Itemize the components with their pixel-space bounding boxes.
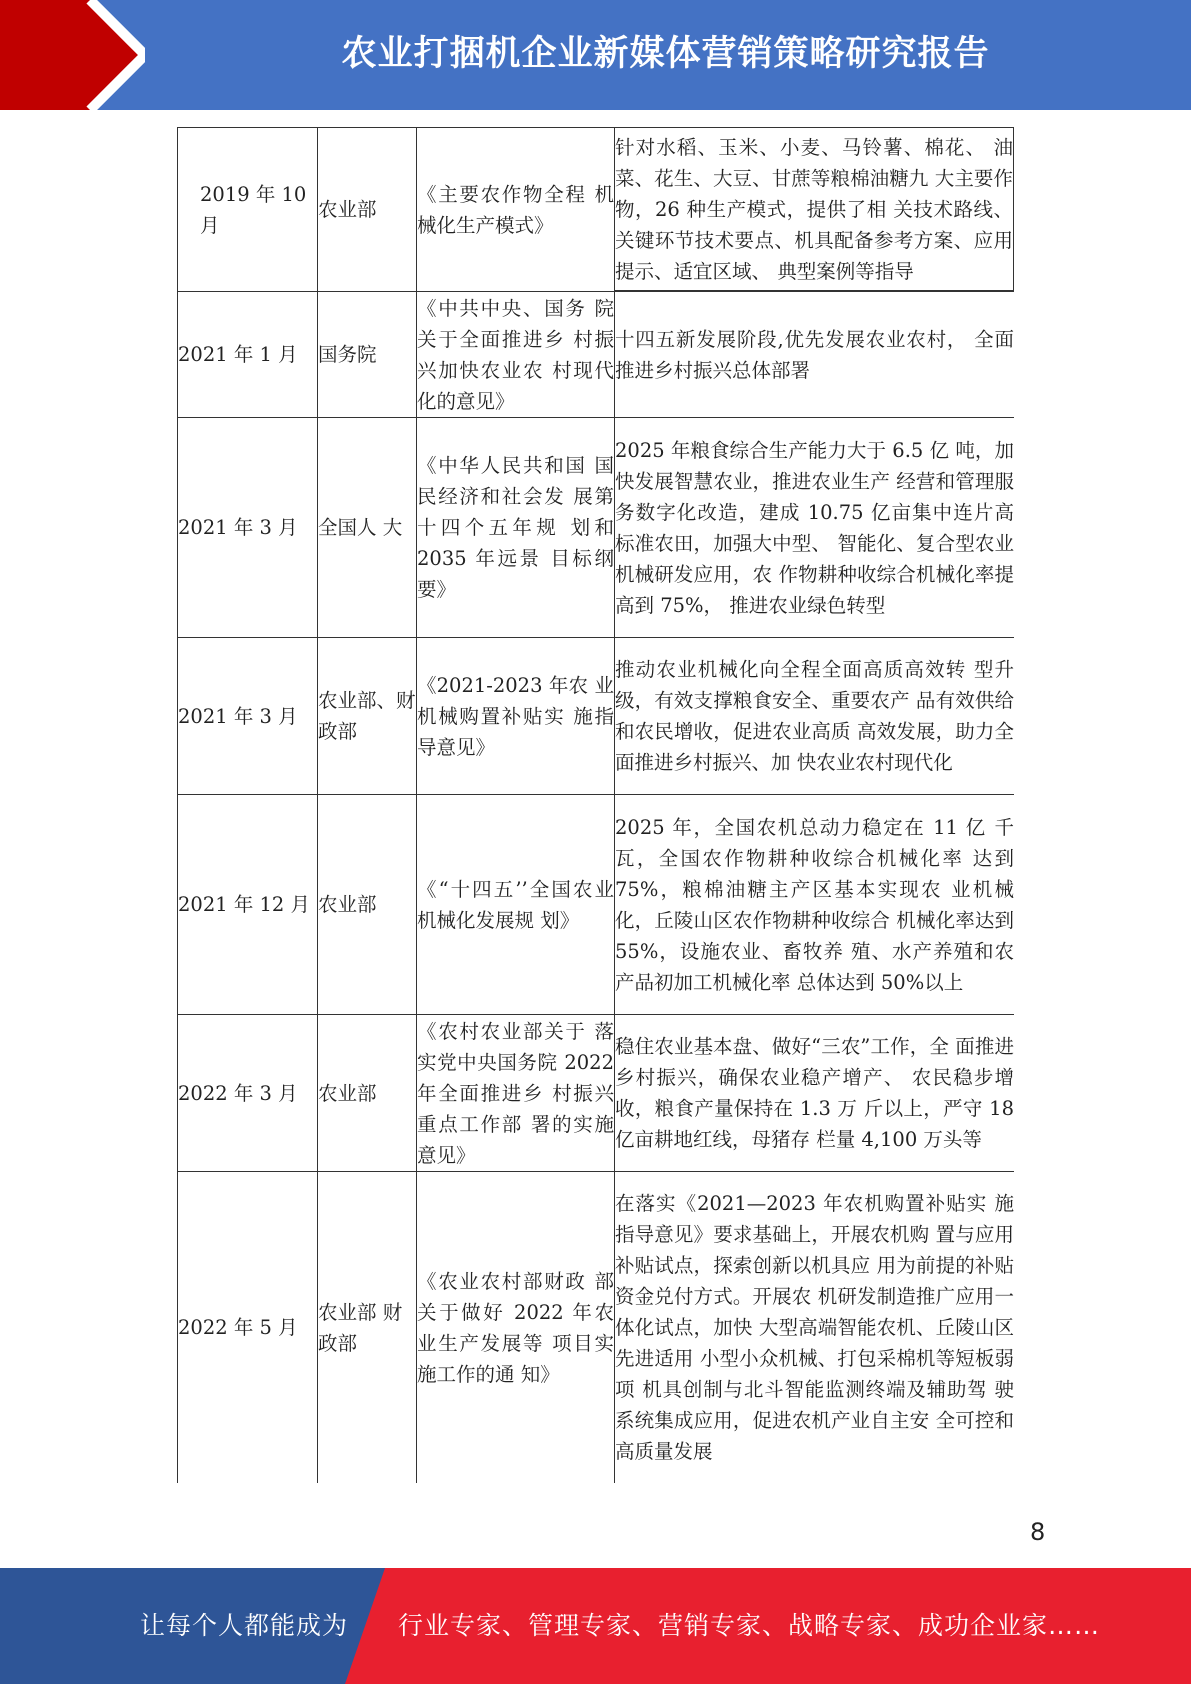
department-cell: 全国人 大: [318, 418, 417, 637]
document-cell: 《主要农作物全程 机械化生产模式》: [417, 128, 615, 291]
department-cell: 农业部、财政部: [318, 638, 417, 794]
document-cell: 《2021-2023 年农 业机械购置补贴实 施指导意见》: [417, 638, 615, 794]
content-cell: 稳住农业基本盘、做好“三农”工作，全 面推进乡村振兴，确保农业稳产增产、 农民稳步增收，粮食产量保持在 1.3 万 斤以上，严守 18 亿亩耕地红线，母猪存 栏量 4,100 万头等: [615, 1035, 1014, 1151]
date-cell: 2022 年 3 月: [177, 1015, 318, 1171]
department-cell: 农业部: [318, 1015, 417, 1171]
table-row: [177, 1014, 1014, 1171]
date-cell: 2021 年 3 月: [177, 418, 318, 637]
date-cell: 2021 年 12 月: [177, 795, 318, 1014]
content-cell: 2025 年，全国农机总动力稳定在 11 亿 千瓦，全国农作物耕种收综合机械化率 达到 75%，粮棉油糖主产区基本实现农 业机械化，丘陵山区农作物耕种收综合 机械化率达到 55%，设施农业、畜牧养 殖、水产养殖和农产品初加工机械化率 总体达到 50%以上: [615, 815, 1014, 994]
department-cell: 农业部 财政部: [318, 1172, 417, 1483]
content-cell: 针对水稻、玉米、小麦、马铃薯、棉花、 油菜、花生、大豆、甘蔗等粮棉油糖九 大主要作物，26 种生产模式，提供了相 关技术路线、关键环节技术要点、机具配备参考方案、应用提示、适宜区域、 典型案例等指导: [615, 128, 1014, 291]
content-cell: 2025 年粮食综合生产能力大于 6.5 亿 吨，加快发展智慧农业，推进农业生产 经营和管理服务数字化改造，建成 10.75 亿亩集中连片高标准农田，加强大中型、 智能化、复合型农业机械研发应用，农 作物耕种收综合机械化率提高到 75%， 推进农业绿色转型: [615, 438, 1014, 617]
page-header: [0, 0, 1191, 110]
date-cell: 2021 年 1 月: [177, 292, 318, 417]
content-cell: 在落实《2021—2023 年农机购置补贴实 施指导意见》要求基础上，开展农机购 置与应用补贴试点，探索创新以机具应 用为前提的补贴资金兑付方式。开展农 机研发制造推广应用一体化试点，加快 大型高端智能农机、丘陵山区先进适用 小型小众机械、打包采棉机等短板弱项 机具创制与北斗智能监测终端及辅助驾 驶系统集成应用，促进农机产业自主安 全可控和高质量发展: [615, 1192, 1014, 1463]
document-cell: 《“十四五’’全国农业机械化发展规 划》: [417, 795, 615, 1014]
table-row: [177, 637, 1014, 794]
footer-slogan-right: 行业专家、管理专家、营销专家、战略专家、成功企业家……: [398, 1611, 1101, 1640]
document-cell: 《中共中央、国务 院关于全面推进乡 村振兴加快农业农 村现代化的意见》: [417, 292, 615, 417]
date-cell: 2019 年 10 月: [177, 128, 318, 291]
table-row: [177, 127, 1014, 291]
table-row: [177, 1171, 1014, 1483]
policy-table: [177, 127, 1014, 1483]
table-row: [177, 794, 1014, 1014]
header-chevron-decoration: [0, 0, 145, 110]
date-cell: 2021 年 3 月: [177, 638, 318, 794]
content-cell: 推动农业机械化向全程全面高质高效转 型升级，有效支撑粮食安全、重要农产 品有效供给和农民增收，促进农业高质 高效发展，助力全面推进乡村振兴、加 快农业农村现代化: [615, 658, 1014, 774]
footer-slogan-left: 让每个人都能成为: [140, 1611, 349, 1640]
department-cell: 农业部: [318, 795, 417, 1014]
department-cell: 国务院: [318, 292, 417, 417]
page-number: 8: [1030, 1518, 1046, 1546]
department-cell: 农业部: [318, 128, 417, 291]
page-footer: [0, 1568, 1191, 1684]
document-cell: 《农业农村部财政 部关于做好 2022 年农业生产发展等 项目实施工作的通 知》: [417, 1172, 615, 1483]
table-row: [177, 417, 1014, 637]
report-title: 农业打捆机企业新媒体营销策略研究报告: [341, 34, 990, 74]
document-cell: 《中华人民共和国 国民经济和社会发 展第十四个五年规 划和 2035 年远景 目标纲要》: [417, 418, 615, 637]
document-cell: 《农村农业部关于 落实党中央国务院 2022 年全面推进乡 村振兴重点工作部 署的实施意见》: [417, 1015, 615, 1171]
table-row: [177, 291, 1014, 417]
date-cell: 2022 年 5 月: [177, 1172, 318, 1483]
content-cell: 十四五新发展阶段,优先发展农业农村， 全面推进乡村振兴总体部署: [615, 327, 1014, 382]
